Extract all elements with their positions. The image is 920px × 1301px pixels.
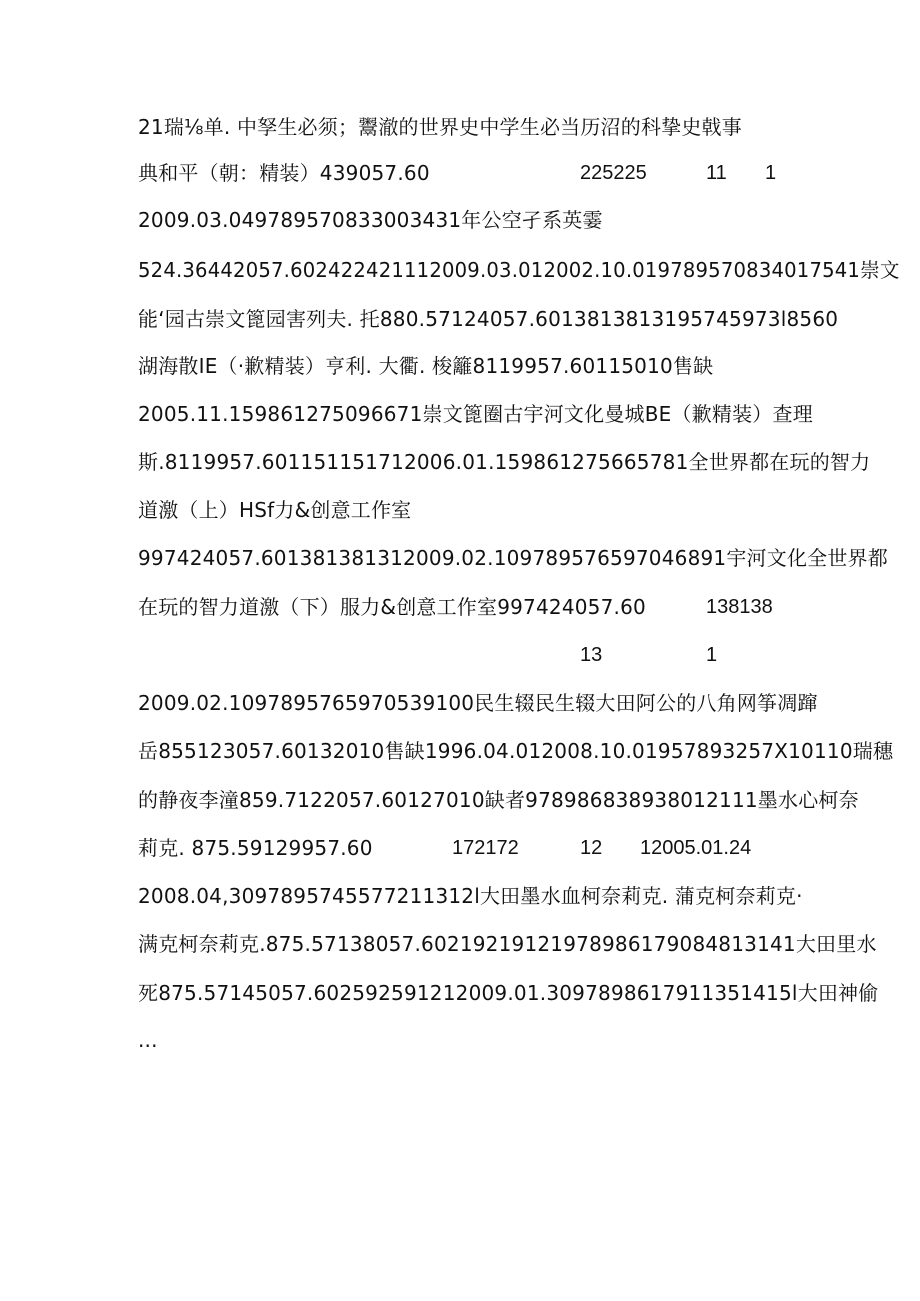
text-line: 2008.04,3097895745577211312l大田墨水血柯奈莉克. 蒲克柯奈莉克· xyxy=(138,884,803,908)
column-value: 225225 xyxy=(580,162,647,184)
text-line: 2009.03.049789570833003431年公空孑系英霎 xyxy=(138,208,603,232)
text-line: 道激（上）HSf力&创意工作室 xyxy=(138,498,412,522)
column-value: 172172 xyxy=(452,837,519,859)
column-value: 1 xyxy=(765,162,777,184)
text-line: 典和平（朝：精装）439057.60 xyxy=(138,161,430,185)
text-line: 湖海散IE（·歉精装）亨利. 大衢. 梭籬8119957.60115010售缺 xyxy=(138,354,714,378)
column-value: 1 xyxy=(706,644,718,666)
text-line: 在玩的智力道激（下）服力&创意工作室997424057.60 xyxy=(138,595,646,619)
text-line: 524.36442057.602422421112009.03.012002.10.019789570834017541崇文 xyxy=(138,258,900,282)
text-line: 2009.02.1097895765970539100民生辍民生辍大田阿公的八角网筝凋蹿 xyxy=(138,691,818,715)
column-value: 12 xyxy=(580,837,603,859)
text-line: 斯.8119957.601151151712006.01.159861275665781全世界都在玩的智力 xyxy=(138,450,871,474)
text-line: 21瑞⅛单. 中孥生必须；鬻澈的世界史中学生必当历沼的科挚史戟事 xyxy=(138,115,742,139)
column-value: 12005.01.24 xyxy=(640,837,752,859)
column-value: 11 xyxy=(706,162,727,184)
column-value: 13 xyxy=(580,644,603,666)
text-line: 岳855123057.60132010售缺1996.04.012008.10.01957893257X10110瑞穗 xyxy=(138,739,894,763)
text-line: 的静夜李潼859.7122057.60127010缺者978986838938012111墨水心柯奈 xyxy=(138,788,859,812)
text-line: 莉克. 875.59129957.60 xyxy=(138,836,373,860)
text-line: 满克柯奈莉克.875.57138057.60219219121978986179084813141大田里水 xyxy=(138,932,877,956)
text-line: 能‘园古崇文篦园害列夫. 托880.57124057.6013813813195745973l8560 xyxy=(138,307,839,331)
text-line: 2005.11.159861275096671崇文篦圈古宇河文化曼城BE（歉精装）查理 xyxy=(138,402,813,426)
column-value: 138138 xyxy=(706,596,773,618)
text-line: 死875.57145057.602592591212009.01.3097898617911351415l大田神偷 xyxy=(138,981,879,1005)
ellipsis: ... xyxy=(138,1028,158,1052)
text-line: 997424057.601381381312009.02.109789576597046891宇河文化全世界都 xyxy=(138,546,888,570)
